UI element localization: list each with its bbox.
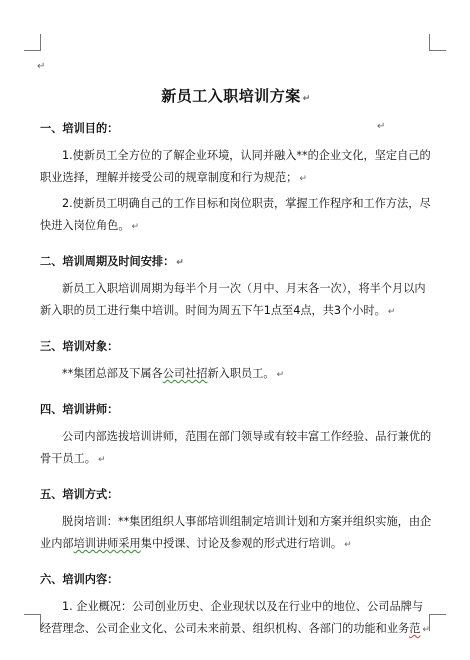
crop-mark-bottom-left [24, 614, 41, 631]
paragraph: 脱岗培训：**集团组织人事部培训组制定培训计划和方案并组织实施，由企业内部培训讲师采用集中授课、讨论及参观的形式进行培训。 ↵ [40, 515, 432, 550]
crop-mark-top-right [429, 34, 446, 51]
section-heading-method: 五、培训方式： [40, 488, 119, 501]
section-heading-purpose: 一、培训目的： [40, 122, 119, 135]
paragraph: **集团总部及下属各公司社招新入职员工。 ↵ [62, 367, 285, 380]
section-heading-trainers: 四、培训讲师： [40, 403, 119, 416]
document-title: 新员工入职培训方案 ↵ [161, 87, 311, 105]
paragraph: 公司内部选拔培训讲师，范围在部门领导或有较丰富工作经验、品行兼优的骨干员工。 ↵ [40, 430, 432, 465]
paragraph: 2.使新员工明确自己的工作目标和岗位职责，掌握工作程序和工作方法，尽快进入岗位角色。 ↵ [40, 197, 431, 232]
document-body[interactable] [40, 85, 432, 644]
paragraph: 新员工入职培训周期为每半个月一次（月中、月末各一次），将半个月以内新入职的员工进行集中培训。时间为周五下午1点至4点，共3个小时。 ↵ [40, 282, 426, 317]
section-heading-schedule: 二、培训周期及时间安排： ↵ [40, 255, 184, 268]
crop-mark-top-left [24, 34, 41, 51]
paragraph-mark-icon: ↵ [37, 61, 46, 72]
paragraph: 1. 企业概况：公司创业历史、企业现状以及在行业中的地位、公司品牌与经营理念、公司企业文化、公司未来前景、组织机构、各部门的功能和业务范 ↵ [40, 600, 430, 635]
paragraph-mark-icon: ↵ [377, 121, 386, 132]
section-heading-audience: 三、培训对象： [40, 340, 119, 353]
paragraph: 1.使新员工全方位的了解企业环境，认同并融入**的企业文化，坚定自己的职业选择，理解并接受公司的规章制度和行为规范； ↵ [40, 149, 431, 184]
section-heading-content: 六、培训内容： [40, 573, 119, 586]
